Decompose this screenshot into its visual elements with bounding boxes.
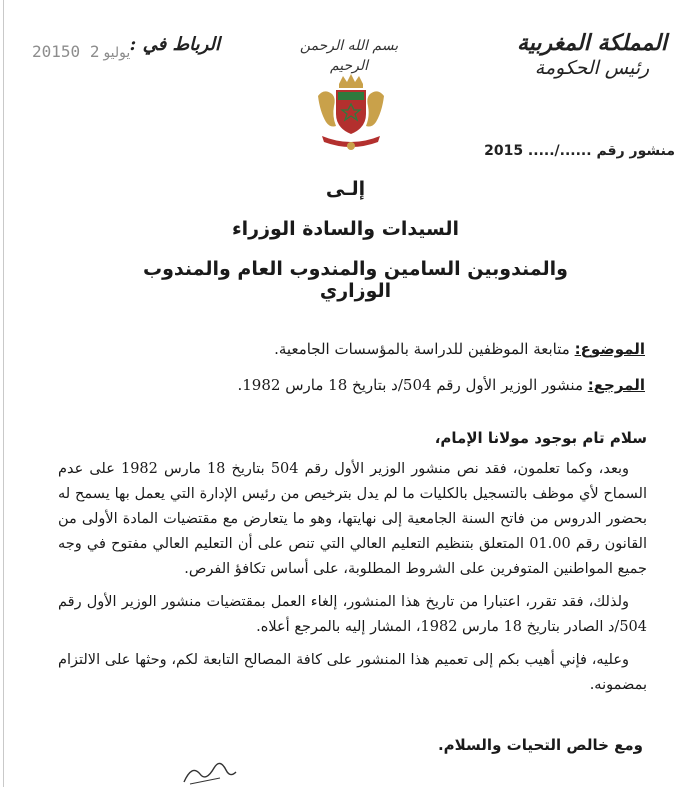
circular-ref-year: /..... 2015 <box>484 143 560 159</box>
scan-edge-line <box>3 0 4 787</box>
date-stamp-month: يوليو <box>103 45 131 61</box>
right-lion-icon <box>366 91 384 126</box>
date-stamp-year: 2015 <box>32 42 71 61</box>
addressee-line-2: والمندوبين السامين والمندوب العام والمندوب الوزاري <box>142 258 568 302</box>
kingdom-title: المملكة المغربية <box>517 30 667 56</box>
circular-ref-label: منشور رقم ...... <box>559 143 675 159</box>
addressee-line-1: السيدات والسادة الوزراء <box>231 218 460 240</box>
date-stamp-day: 2 0 <box>70 42 100 61</box>
office-title: رئيس الحكومة <box>534 57 650 79</box>
crown-icon <box>339 74 363 84</box>
left-lion-icon <box>318 91 336 126</box>
subject-line <box>274 340 645 358</box>
reference-text: منشور الوزير الأول رقم 504/د بتاريخ 18 مارس 1982. <box>237 376 583 394</box>
date-stamp <box>32 42 134 61</box>
reference-label: المرجع: <box>587 376 645 394</box>
city-label: الرباط في : <box>129 34 220 55</box>
place-date <box>30 34 220 62</box>
signature-mark <box>180 758 240 787</box>
basmala-calligraphy: بسم الله الرحمن الرحيم <box>299 38 399 74</box>
body-paragraph-2: ولذلك، فقد تقرر، اعتبارا من تاريخ هذا المنشور، إلغاء العمل بمقتضيات منشور الوزير الأول رقم 504/د الصادر بتاريخ 18 مارس 1982، المشار إليه بالمرجع أعلاه. <box>58 594 647 635</box>
subject-label: الموضوع: <box>574 340 645 358</box>
subject-text: متابعة الموظفين للدراسة بالمؤسسات الجامعية. <box>274 340 570 358</box>
royal-emblem-icon <box>312 72 390 152</box>
body-paragraph-3: وعليه، فإني أهيب بكم إلى تعميم هذا المنشور على كافة المصالح التابعة لكم، وحثها على الالتزام بمضمونه. <box>58 652 647 693</box>
salutation: سلام تام بوجود مولانا الإمام، <box>434 429 647 447</box>
letterhead-issuer <box>507 30 677 80</box>
closing-line: ومع خالص التحيات والسلام. <box>437 736 643 754</box>
body-paragraph-1: وبعد، وكما تعلمون، فقد نص منشور الوزير الأول رقم 504 بتاريخ 18 مارس 1982 على عدم السماح لأي موظف بالتسجيل بالكليات ما لم يدل بترخيص من رئيس الإدارة التي يعمل بها يسمح له بحضور الدروس من فاتح السنة الجامعية إلى نهايتها، وهو ما يتعارض مع مقتضيات المادة الأولى من القانون رقم 01.00 المتعلق بتنظيم التعليم العالي التي تنص على أن التعليم العالي مفتوح في وجه جميع المواطنين المتوفرين على الشروط المطلوبة، على أساس تكافؤ الفرص. <box>58 461 647 577</box>
to-heading: إلـى <box>325 178 366 200</box>
letter-body <box>58 426 647 706</box>
reference-line <box>237 376 645 394</box>
circular-number <box>484 143 675 159</box>
